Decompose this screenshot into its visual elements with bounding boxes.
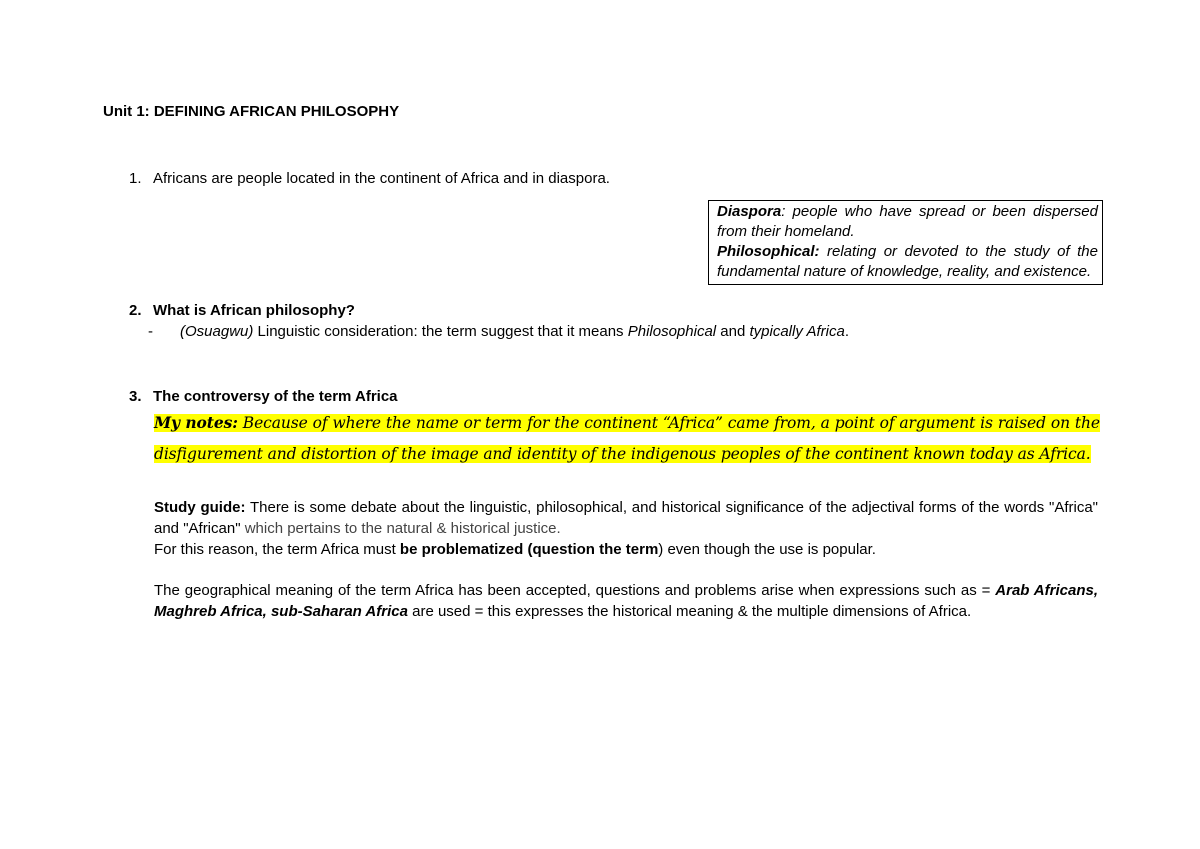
reason-text-b: ) even though the use is popular. <box>658 541 876 558</box>
list-item-text: Africans are people located in the continent of Africa and in diaspora. <box>153 170 610 187</box>
list-item-2-subpoint <box>148 323 849 340</box>
definition-box <box>708 200 1103 285</box>
subpoint-text-and: and <box>716 323 750 340</box>
subpoint-text: Linguistic consideration: the term suggest that it means <box>253 323 628 340</box>
emphasis-typically-africa: typically Africa <box>749 323 845 340</box>
list-item-heading: What is African philosophy? <box>153 302 355 319</box>
subpoint-period: . <box>844 323 849 340</box>
diaspora-definition: people who have spread or been dispersed from their homeland. <box>717 203 1098 240</box>
my-notes-highlighted <box>154 408 1100 469</box>
list-number: 1. <box>129 170 142 187</box>
reason-text-a: For this reason, the term Africa must <box>154 541 400 558</box>
geo-text-b: are used = this expresses the historical meaning & the multiple dimensions of Africa. <box>407 603 972 620</box>
study-guide-text: There is some debate about the linguistic, philosophical, and historical significance of the adjectival forms of the words "Africa" and "African" <box>154 499 1098 537</box>
list-item-3-heading <box>129 388 398 405</box>
author-name: (Osuagwu) <box>180 323 254 340</box>
geographical-meaning-paragraph <box>154 580 1098 622</box>
geo-expressions: Arab Africans, Maghreb Africa, sub-Saharan Africa <box>154 582 1098 620</box>
geo-text-a: The geographical meaning of the term Africa has been accepted, questions and problems arise when expressions such as = <box>154 582 996 599</box>
notes-label: My notes: <box>154 413 238 432</box>
list-item-2-heading <box>129 302 355 319</box>
study-guide-label: Study guide: <box>154 499 246 516</box>
list-item-1 <box>129 170 610 187</box>
diaspora-term: Diaspora <box>717 203 782 220</box>
diaspora-colon: : <box>781 203 786 220</box>
emphasis-philosophical: Philosophical <box>627 323 717 340</box>
list-item-heading: The controversy of the term Africa <box>153 388 398 405</box>
study-guide-paragraph <box>154 497 1098 560</box>
list-number: 3. <box>129 388 142 405</box>
bullet-dash: - <box>148 323 153 340</box>
philosophical-definition: relating or devoted to the study of the fundamental nature of knowledge, reality, and existence. <box>717 243 1098 280</box>
notes-text: Because of where the name or term for the continent “Africa” came from, a point of argument is raised on the disfigurement and distortion of the image and identity of the indigenous peoples of the continent known today as Africa. <box>154 414 1100 463</box>
philosophical-term: Philosophical: <box>717 243 820 260</box>
study-guide-gray-text: which pertains to the natural & historical justice. <box>240 520 561 537</box>
list-number: 2. <box>129 302 142 319</box>
unit-title: Unit 1: DEFINING AFRICAN PHILOSOPHY <box>103 103 400 120</box>
reason-bold-text: be problematized (question the term <box>399 541 659 558</box>
